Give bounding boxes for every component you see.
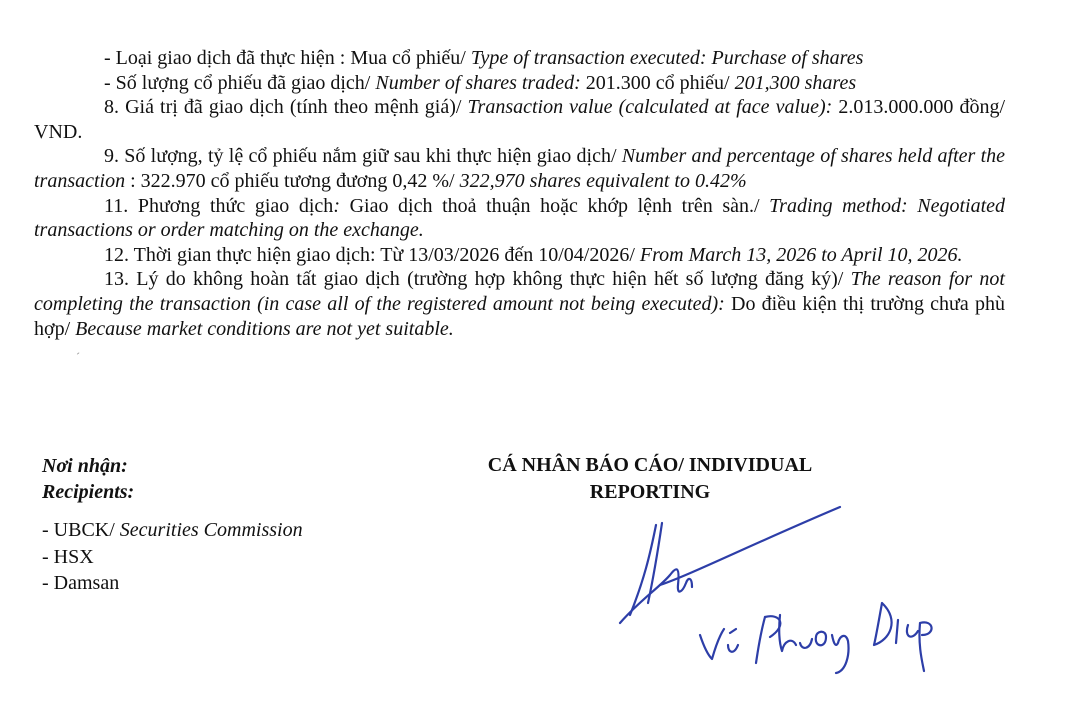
recipients-heading-vi: Nơi nhận: [42,455,128,477]
recipients-heading-en: Recipients: [42,481,135,503]
transaction-period-item: 12. Thời gian thực hiện giao dịch: Từ 13/03/2026 đến 10/04/2026/ From March 13, 2026 to April 10, 2026. [104,243,963,266]
recipients-list [42,517,303,597]
incomplete-reason-item: 13. Lý do không hoàn tất giao dịch (trường hợp không thực hiện hết số lượng đăng ký)/ The reason for not completing the transaction (in case all of the registered amount not being executed): Do điều kiện thị trường chưa phù hợp/ Because market conditions are not yet suitable. [34,268,1005,340]
recipients-block [42,453,303,597]
shares-traded-line: - Số lượng cổ phiếu đã giao dịch/ Number of shares traded: 201.300 cổ phiếu/ 201,300 shares [104,71,857,94]
recipient-item: - Damsan [42,572,120,594]
recipient-item: - HSX [42,545,94,568]
trading-method-item: 11. Phương thức giao dịch: Giao dịch thoả thuận hoặc khớp lệnh trên sàn./ Trading method: Negotiated transactions or order matching on the exchange. [34,194,1005,242]
reporter-heading: CÁ NHÂN BÁO CÁO/ INDIVIDUAL REPORTING [487,454,813,503]
holdings-after-item: 9. Số lượng, tỷ lệ cổ phiếu nắm giữ sau khi thực hiện giao dịch/ Number and percentage of shares held after the transaction : 322.970 cổ phiếu tương đương 0,42 %/ 322,970 shares equivalent to 0.42% [34,145,1005,192]
signature-image [600,495,940,675]
recipient-item: - UBCK/ Securities Commission [42,519,303,541]
transaction-type-line: - Loại giao dịch đã thực hiện : Mua cổ phiếu/ Type of transaction executed: Purchase of shares [104,47,864,69]
stray-mark-icon: ˊ [76,350,80,364]
transaction-value-item: 8. Giá trị đã giao dịch (tính theo mệnh giá)/ Transaction value (calculated at face value): 2.013.000.000 đồng/ VND. [34,96,1006,143]
report-body [34,46,1005,341]
